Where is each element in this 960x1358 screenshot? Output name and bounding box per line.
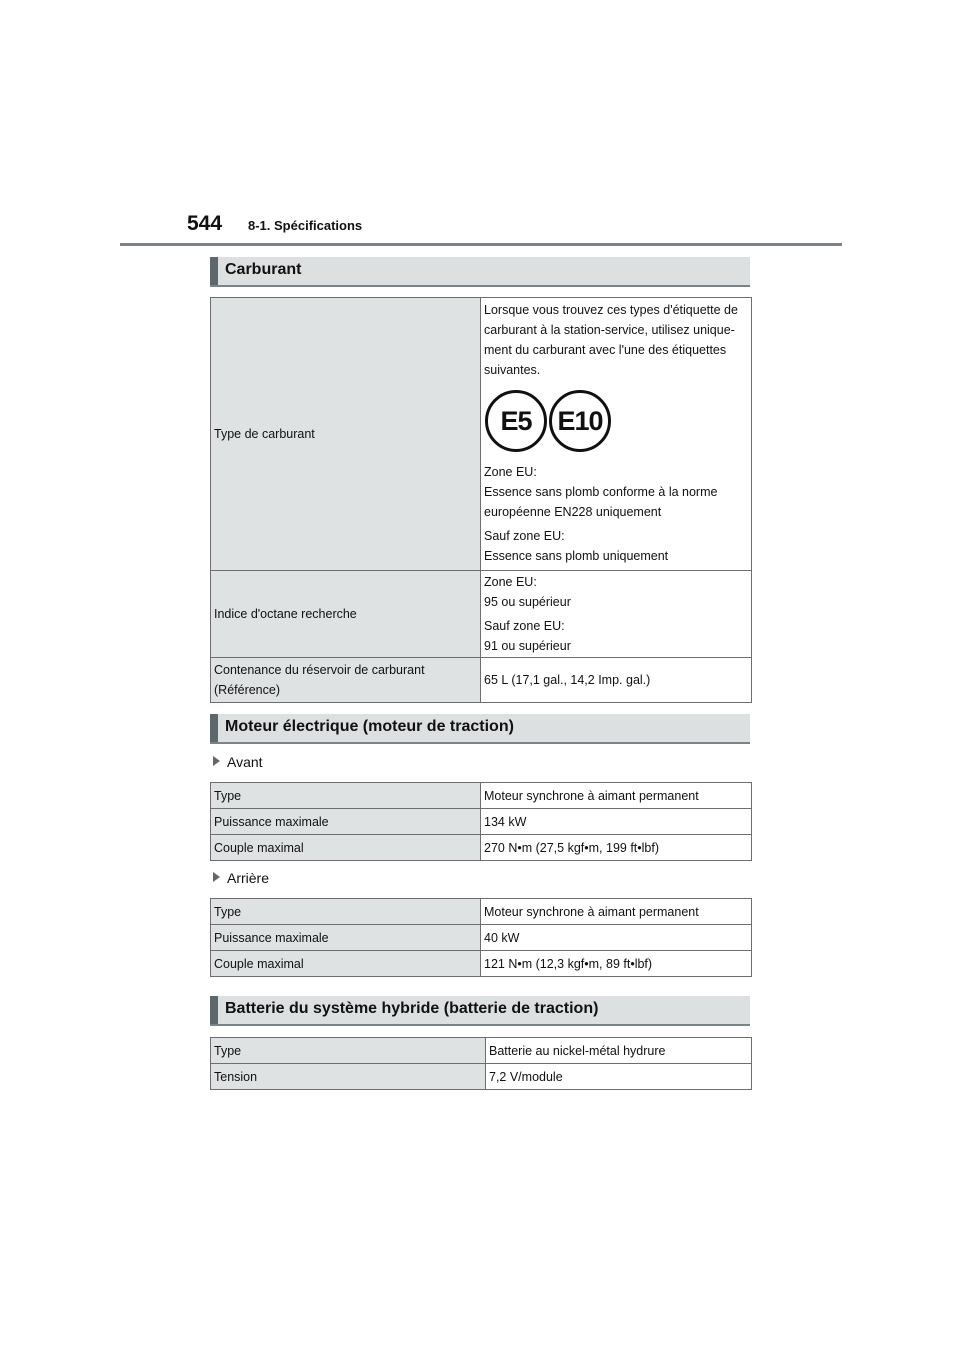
table-cell-label: Couple maximal — [211, 951, 481, 977]
table-cell-value: 121 N•m (12,3 kgf•m, 89 ft•lbf) — [481, 951, 752, 977]
heading-accent-bar — [210, 714, 218, 742]
octane-label: Indice d'octane recherche — [211, 571, 481, 658]
section-title: 8-1. Spécifications — [248, 218, 363, 233]
table-cell-label: Couple maximal — [211, 835, 481, 861]
table-row — [211, 951, 752, 977]
table-cell-value: 270 N•m (27,5 kgf•m, 199 ft•lbf) — [481, 835, 752, 861]
table-row — [211, 835, 752, 861]
page-header — [0, 0, 960, 250]
table-cell-value: Batterie au nickel-métal hydrure — [486, 1038, 752, 1064]
fuel-label-e10-icon: E10 — [549, 390, 611, 452]
page-number: 544 — [187, 212, 223, 235]
table-cell-value: 40 kW — [481, 925, 752, 951]
motor-heading-text: Moteur électrique (moteur de traction) — [225, 718, 514, 735]
table-row — [211, 899, 752, 925]
table-row — [211, 1064, 752, 1090]
table-cell-value: Moteur synchrone à aimant permanent — [481, 783, 752, 809]
table-cell-label: Puissance maximale — [211, 925, 481, 951]
motor-heading — [210, 714, 750, 744]
table-cell-label: Type — [211, 1038, 486, 1064]
table-row — [211, 298, 752, 571]
fuel-label-e5-icon: E5 — [485, 390, 547, 452]
fuel-labels — [484, 380, 748, 462]
battery-table — [210, 1037, 752, 1090]
table-row — [211, 1038, 752, 1064]
table-cell-label: Type — [211, 783, 481, 809]
table-cell-label: Type — [211, 899, 481, 925]
fuel-type-value: Lorsque vous trouvez ces types d'étiquette de carburant à la station-service, utilisez unique- ment du carburant avec l'une des étiquettes suivantes. E5 E10 Zone EU: Essence sans plomb conforme à la norme européenne EN228 uniquement Sauf zone EU: Essence sans plomb uniquement — [481, 298, 752, 571]
table-cell-label: Puissance maximale — [211, 809, 481, 835]
fuel-heading-text: Carburant — [225, 261, 302, 278]
fuel-spec-table — [210, 297, 752, 703]
front-motor-table — [210, 782, 752, 861]
octane-value: Zone EU: 95 ou supérieur Sauf zone EU: 91 ou supérieur — [481, 571, 752, 658]
table-cell-value: Moteur synchrone à aimant permanent — [481, 899, 752, 925]
tank-capacity-value: 65 L (17,1 gal., 14,2 Imp. gal.) — [481, 658, 752, 703]
heading-accent-bar — [210, 257, 218, 285]
battery-heading-text: Batterie du système hybride (batterie de traction) — [225, 1000, 599, 1017]
table-row — [211, 925, 752, 951]
triangle-bullet-icon — [213, 756, 220, 766]
fuel-type-label: Type de carburant — [211, 298, 481, 571]
heading-accent-bar — [210, 996, 218, 1024]
table-cell-label: Tension — [211, 1064, 486, 1090]
table-row — [211, 571, 752, 658]
fuel-heading — [210, 257, 750, 287]
rear-motor-subheading: Arrière — [213, 870, 269, 886]
table-row — [211, 658, 752, 703]
battery-heading — [210, 996, 750, 1026]
table-row — [211, 809, 752, 835]
header-divider — [120, 243, 842, 246]
table-cell-value: 134 kW — [481, 809, 752, 835]
table-row — [211, 783, 752, 809]
triangle-bullet-icon — [213, 872, 220, 882]
rear-motor-table — [210, 898, 752, 977]
front-motor-subheading: Avant — [213, 754, 263, 770]
table-cell-value: 7,2 V/module — [486, 1064, 752, 1090]
tank-capacity-label: Contenance du réservoir de carburant (Référence) — [211, 658, 481, 703]
